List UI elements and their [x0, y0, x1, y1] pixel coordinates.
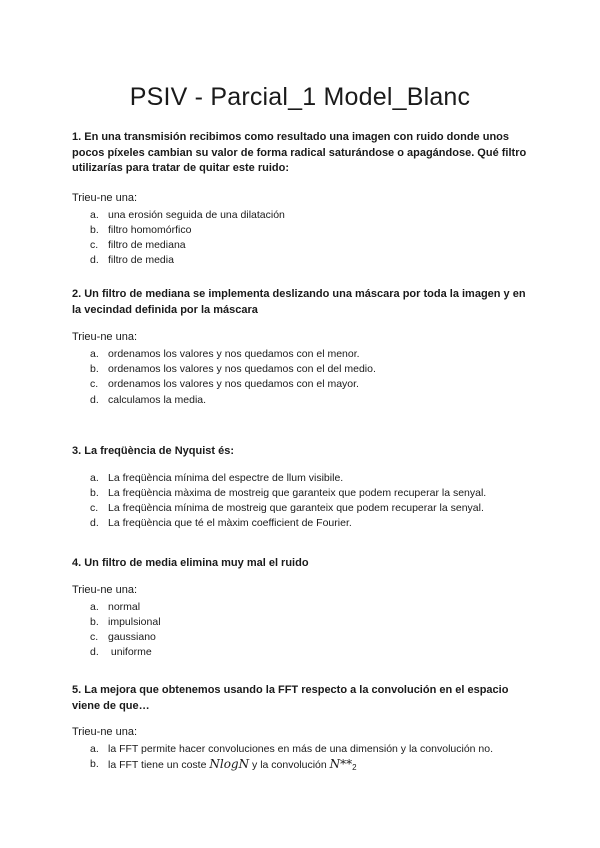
option-d[interactable]: d. La freqüència que té el màxim coefficient de Fourier. [90, 517, 352, 530]
question-text: 3. La freqüència de Nyquist és: [72, 445, 234, 457]
instruction-label: Trieu-ne una: [72, 331, 138, 343]
math-nlogn: NlogN [209, 757, 250, 772]
option-c[interactable]: c. gaussiano [90, 630, 156, 643]
question-2 [72, 287, 532, 408]
math-subscript: 2 [352, 763, 357, 773]
question-1 [72, 130, 532, 268]
math-n-squared: N** [329, 757, 353, 772]
document-title: PSIV - Parcial_1 Model_Blanc [129, 83, 471, 111]
question-text: 5. La mejora que obtenemos usando la FFT respecto a la convolución en el espacio viene de que… [72, 684, 509, 712]
option-c[interactable]: c. La freqüència mínima de mostreig que garanteix que podem recuperar la senyal. [90, 501, 484, 514]
options-list [72, 600, 532, 661]
options-list [72, 347, 532, 408]
question-text: 2. Un filtro de mediana se implementa deslizando una máscara por toda la imagen y en la vecindad definida por la máscara [72, 288, 526, 316]
option-a[interactable]: a. la FFT permite hacer convoluciones en más de una dimensión y la convolución no. [90, 743, 494, 755]
option-b[interactable]: b. la FFT tiene un coste NlogN y la convolución $N**_2$ [90, 757, 357, 773]
option-b[interactable]: b. La freqüència màxima de mostreig que garanteix que podem recuperar la senyal. [90, 486, 487, 499]
question-4 [72, 556, 532, 660]
option-a[interactable]: a. ordenamos los valores y nos quedamos con el menor. [90, 348, 360, 360]
option-a[interactable]: a. La freqüència mínima del espectre de llum visibile. [90, 471, 344, 484]
option-b[interactable]: b. filtro homomórfico [90, 223, 192, 236]
options-list [72, 208, 532, 269]
question-text: 1. En una transmisión recibimos como resultado una imagen con ruido donde unos pocos píxeles cambian su valor de forma radical saturándose o apagándose. Qué filtro utilizarías para tratar de quitar este ruido: [72, 131, 527, 174]
option-c[interactable]: c. filtro de mediana [90, 238, 186, 251]
instruction-label: Trieu-ne una: [72, 583, 138, 596]
question-5 [72, 683, 532, 775]
options-list [72, 471, 532, 532]
question-3 [72, 444, 532, 531]
option-d[interactable]: d. filtro de media [90, 254, 174, 267]
option-d[interactable]: d. calculamos la media. [90, 393, 207, 406]
question-text: 4. Un filtro de media elimina muy mal el ruido [72, 557, 309, 569]
options-list [72, 742, 532, 775]
option-b[interactable]: b. impulsional [90, 615, 161, 628]
option-a[interactable]: a. normal [90, 600, 141, 613]
option-b[interactable]: b. ordenamos los valores y nos quedamos con el del medio. [90, 363, 376, 376]
option-a[interactable]: a. una erosión seguida de una dilatación [90, 208, 285, 221]
option-d[interactable]: d. uniforme [90, 646, 152, 659]
instruction-label: Trieu-ne una: [72, 191, 138, 204]
instruction-label: Trieu-ne una: [72, 726, 138, 738]
option-c[interactable]: c. ordenamos los valores y nos quedamos con el mayor. [90, 378, 359, 391]
